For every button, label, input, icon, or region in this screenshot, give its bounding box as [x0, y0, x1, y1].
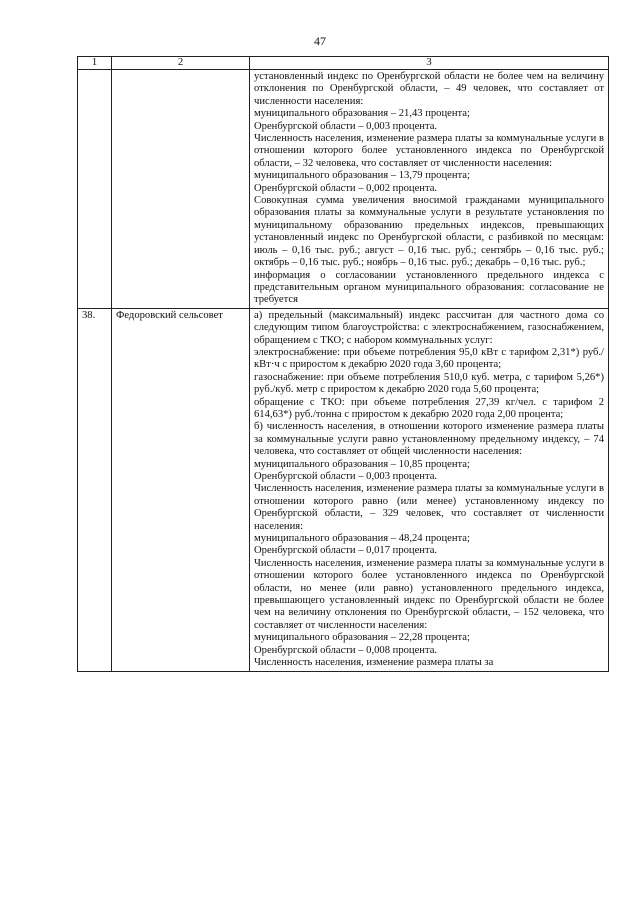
paragraph: установленный индекс по Оренбургской области не более чем на величину отклонения по Оренбургской области, – 49 человек, что составляет от численности населения:	[254, 71, 604, 107]
row-number-cell: 38.	[78, 308, 112, 671]
paragraph: информация о согласовании установленного предельного индекса с представительным органом муниципального образования: согласование не требуется	[254, 269, 604, 306]
data-table	[77, 56, 609, 672]
page-number: 47	[314, 34, 326, 48]
row-name-cell	[112, 70, 250, 309]
paragraph: Численность населения, изменение размера платы за коммунальные услуги в отношении которого равно (или менее) установленному индексу по Оренбургской области, – 329 человек, что составляет от численности населения:	[254, 483, 604, 532]
paragraph: а) предельный (максимальный) индекс рассчитан для частного дома со следующим типом благоустройства: с электроснабжением, газоснабжением, обращением с ТКО; с набором коммунальных услуг:	[254, 309, 604, 346]
paragraph: б) численность населения, в отношении которого изменение размера платы за коммунальные услуги равно установленному предельному индексу, – 74 человека, что составляет от общей численности населения:	[254, 421, 604, 458]
paragraph: Численность населения, изменение размера платы за	[254, 657, 494, 669]
column-header-3: 3	[250, 57, 609, 70]
table-row-continuation	[78, 70, 609, 309]
paragraph: Оренбургской области – 0,002 процента.	[254, 182, 438, 194]
paragraph: Оренбургской области – 0,008 процента.	[254, 644, 438, 656]
paragraph: муниципального образования – 21,43 процента;	[254, 108, 470, 120]
row-content-cell	[250, 308, 609, 671]
paragraph: муниципального образования – 48,24 процента;	[254, 533, 470, 545]
column-header-1: 1	[78, 57, 112, 70]
paragraph: муниципального образования – 10,85 процента;	[254, 458, 470, 470]
row-number-cell	[78, 70, 112, 309]
column-header-2: 2	[112, 57, 250, 70]
paragraph: муниципального образования – 22,28 процента;	[254, 632, 470, 644]
paragraph: Численность населения, изменение размера платы за коммунальные услуги в отношении которого более установленного индекса по Оренбургской области, но менее (или равно) установленного предельного индекса, превышающего установленный индекс по Оренбургской области не более чем на величину отклонения по Оренбургской области, – 152 человека, что составляет от численности населения:	[254, 557, 604, 631]
paragraph: муниципального образования – 13,79 процента;	[254, 170, 470, 182]
paragraph: газоснабжение: при объеме потребления 510,0 куб. метра, с тарифом 5,26*) руб./куб. метр с приростом к декабрю 2020 года 5,60 процента;	[254, 371, 604, 396]
paragraph: обращение с ТКО: при объеме потребления 27,39 кг/чел. с тарифом 2 614,63*) руб./тонна с приростом к декабрю 2020 года 2,00 процента;	[254, 396, 604, 420]
paragraph: Оренбургской области – 0,017 процента.	[254, 545, 438, 557]
paragraph: Совокупная сумма увеличения вносимой гражданами муниципального образования платы за коммунальные услуги в результате установления по муниципальному образованию предельных индексов, превышающих установленный индекс по Оренбургской области, с разбивкой по месяцам: июль – 0,16 тыс. руб.; август – 0,16 тыс. руб.; сентябрь – 0,16 тыс. руб.; октябрь – 0,16 тыс. руб.; ноябрь – 0,16 тыс. руб.; декабрь – 0,16 тыс. руб.;	[254, 195, 604, 269]
paragraph: Оренбургской области – 0,003 процента.	[254, 120, 438, 132]
paragraph: Численность населения, изменение размера платы за коммунальные услуги в отношении которого более установленного индекса по Оренбургской области, – 32 человека, что составляет от численности населения:	[254, 133, 604, 169]
row-content-cell	[250, 70, 609, 309]
table-row-38	[78, 308, 609, 671]
table-header-row	[78, 57, 609, 70]
row-name-cell: Федоровский сельсовет	[112, 308, 250, 671]
paragraph: электроснабжение: при объеме потребления 95,0 кВт с тарифом 2,31*) руб./кВт·ч с приростом к декабрю 2020 года 3,60 процента;	[254, 346, 604, 371]
paragraph: Оренбургской области – 0,003 процента.	[254, 471, 438, 482]
